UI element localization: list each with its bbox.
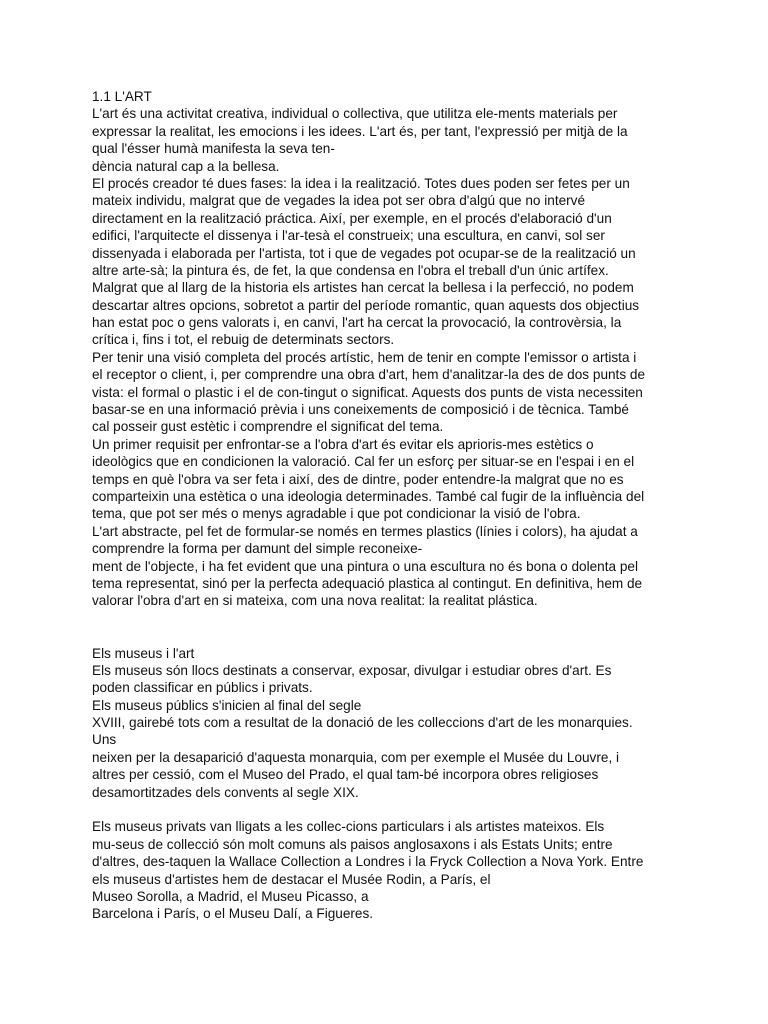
text-line: cal posseir gust estètic i comprendre el significat del tema. — [92, 419, 444, 435]
paragraph-spacer — [92, 801, 682, 818]
section-title: Els museus i l'art — [92, 645, 195, 661]
document-page — [92, 88, 682, 923]
page-title: 1.1 L'ART — [92, 89, 152, 104]
section-museums-text — [92, 645, 682, 802]
text-line: Barcelona i París, o el Museu Dalí, a Figueres. — [92, 906, 374, 922]
text-line: L'art abstracte, pel fet de formular-se només en termes plastics (línies i colors), ha ajudat a — [92, 523, 638, 539]
text-line: Els museus són llocs destinats a conservar, exposar, divulgar i estudiar obres d'art. Es — [92, 662, 612, 678]
text-line: altres per cessió, com el Museo del Prado, el qual tam-bé incorpora obres religioses — [92, 767, 599, 783]
text-line: Museo Sorolla, a Madrid, el Museu Picasso, a — [92, 888, 369, 904]
text-line: Els museus públics s'inicien al final del segle — [92, 697, 362, 713]
text-line: expressar la realitat, les emocions i les idees. L'art és, per tant, l'expressió per mitjà de la — [92, 123, 628, 139]
section-art-text — [92, 105, 682, 609]
text-line: qual l'ésser humà manifesta la seva ten- — [92, 141, 335, 157]
text-line: poden classificar en públics i privats. — [92, 680, 313, 696]
text-line: d'altres, des-taquen la Wallace Collection a Londres i la Fryck Collection a Nova York. Entre — [92, 854, 644, 870]
text-line: crítica i, fins i tot, el rebuig de determinats sectors. — [92, 332, 395, 348]
text-line: Els museus privats van lligats a les collec-cions particulars i als artistes mateixos. Els — [92, 819, 605, 835]
text-line: Uns — [92, 732, 117, 748]
text-line: El procés creador té dues fases: la idea i la realització. Totes dues poden ser fetes per un — [92, 175, 630, 191]
text-line: mu-seus de collecció són molt comuns als paisos anglosaxons i als Estats Units; entre — [92, 836, 613, 852]
text-line: desamortitzades dels convents al segle XIX. — [92, 784, 359, 800]
text-line: neixen per la desaparició d'aquesta monarquia, com per exemple el Musée du Louvre, i — [92, 749, 620, 765]
text-line: dència natural cap a la bellesa. — [92, 158, 280, 174]
text-line: tema representat, sinó per la perfecta adequació plastica al contingut. En definitiva, hem de — [92, 575, 643, 591]
text-line: descartar altres opcions, sobretot a partir del període romantic, quan aquests dos objectius — [92, 297, 640, 313]
text-line: comparteixin una estètica o una ideologia determinades. També cal fugir de la influència del — [92, 488, 645, 504]
text-line: el receptor o client, i, per comprendre una obra d'art, hem d'analitzar-la des de dos punts de — [92, 367, 646, 383]
text-line: temps en què l'obra va ser feta i així, des de dintre, poder entendre-la malgrat que no es — [92, 471, 624, 487]
text-line: directament en la realització práctica. Així, per exemple, en el procés d'elaboració d'un — [92, 210, 612, 226]
text-line: tema, que pot ser més o menys agradable i que pot condicionar la visió de l'obra. — [92, 506, 581, 522]
section-spacer — [92, 610, 682, 645]
text-line: vista: el formal o plastic i el de con-tingut o significat. Aquests dos punts de vista necessiten — [92, 384, 643, 400]
text-line: mateix individu, malgrat que de vegades la idea pot ser obra d'algú que no intervé — [92, 193, 586, 209]
text-line: ment de l'objecte, i ha fet evident que una pintura o una escultura no és bona o dolenta pel — [92, 558, 638, 574]
text-line: basar-se en una informació prèvia i uns coneixements de composició i de tècnica. També — [92, 402, 629, 418]
text-line: valorar l'obra d'art en si mateixa, com una nova realitat: la realitat plástica. — [92, 593, 538, 609]
text-line: ideològics que en condicionen la valoració. Cal fer un esforç per situar-se en l'espai i en el — [92, 454, 635, 470]
text-line: han estat poc o gens valorats i, en canvi, l'art ha cercat la provocació, la controvèrsia, la — [92, 315, 622, 331]
text-line: XVIII, gairebé tots com a resultat de la donació de les colleccions d'art de les monarquies. — [92, 715, 633, 731]
text-line: altre arte-sà; la pintura és, de fet, la que condensa en l'obra el treball d'un únic artífex. — [92, 262, 609, 278]
section-private-museums-text — [92, 818, 682, 922]
text-line: L'art és una activitat creativa, individual o collectiva, que utilitza ele-ments materials per — [92, 106, 618, 122]
text-line: Un primer requisit per enfrontar-se a l'obra d'art és evitar els aprioris-mes estètics o — [92, 436, 594, 452]
text-line: els museus d'artistes hem de destacar el Musée Rodin, a París, el — [92, 871, 491, 887]
text-line: comprendre la forma per damunt del simple reconeixe- — [92, 541, 423, 557]
text-line: Per tenir una visió completa del procés artístic, hem de tenir en compte l'emissor o artista i — [92, 349, 637, 365]
text-line: Malgrat que al llarg de la historia els artistes han cercat la bellesa i la perfecció, no podem — [92, 280, 634, 296]
text-line: dissenyada i elaborada per l'artista, tot i que de vegades pot ocupar-se de la realització un — [92, 245, 636, 261]
text-line: edifici, l'arquitecte el dissenya i l'ar-tesà el construeix; una escultura, en canvi, sol ser — [92, 228, 605, 244]
